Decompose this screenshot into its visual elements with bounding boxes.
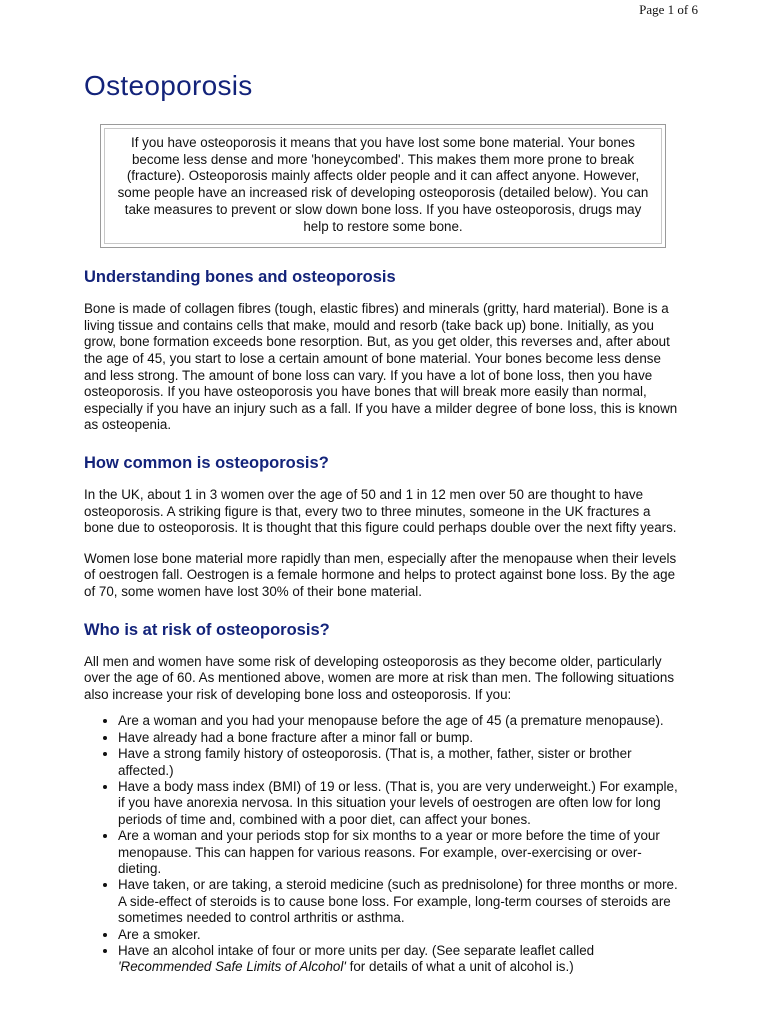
page-number: Page 1 of 6 [639, 2, 698, 17]
list-item-alcohol [118, 943, 682, 976]
section-heading-understanding: Understanding bones and osteoporosis [84, 268, 396, 287]
list-item: • Have a body mass index (BMI) of 19 or less. (That is, you are very underweight.) For example, if you have anorexia nervosa. In this situation your levels of oestrogen are often low for long periods of time and, combined with a poor diet, can affect your bones. [118, 779, 682, 828]
paragraph-how-common-2: Women lose bone material more rapidly than men, especially after the menopause when their levels of oestrogen fall. Oestrogen is a female hormone and helps to protect against bone loss. By the age of 70, some women have lost 30% of their bone material. [84, 550, 677, 599]
risk-factor-list [84, 713, 682, 976]
section-heading-who-at-risk: Who is at risk of osteoporosis? [84, 620, 330, 639]
list-item: • Are a woman and your periods stop for six months to a year or more before the time of your menopause. This can happen for various reasons. For example, over-exercising or over-dieting. [118, 828, 682, 877]
paragraph-how-common-1: In the UK, about 1 in 3 women over the age of 50 and 1 in 12 men over 50 are thought to have osteoporosis. A striking figure is that, every two to three minutes, someone in the UK fractures a bone due to osteoporosis. It is thought that this figure could perhaps double over the next fifty years. [84, 486, 677, 536]
page-title: Osteoporosis [84, 70, 253, 101]
paragraph-who-at-risk: All men and women have some risk of developing osteoporosis as they become older, particularly over the age of 60. As mentioned above, women are more at risk than men. The following situations also increase your risk of developing bone loss and osteoporosis. If you: [84, 653, 675, 702]
alcohol-text-after: for details of what a unit of alcohol is.) [345, 959, 574, 975]
list-item: • Are a smoker. [118, 927, 682, 943]
document-content [84, 70, 682, 976]
paragraph-understanding: Bone is made of collagen fibres (tough, elastic fibres) and minerals (gritty, hard material). Bone is a living tissue and contains cells that make, mould and resorb (take back up) bone. Initially, as you grow, bone formation exceeds bone resorption. But, as you get older, this reverses and, after about the age of 45, you start to lose a certain amount of bone material. Your bones become less dense and less strong. The amount of bone loss can vary. If you have a lot of bone loss, then you have osteoporosis. If you have osteoporosis you have bones that will break more easily than normal, especially if you have an injury such as a fall. If you have a milder degree of bone loss, this is known as osteopenia. [84, 301, 678, 433]
alcohol-text-before: Have an alcohol intake of four or more units per day. (See separate leaflet called [118, 943, 595, 958]
summary-text: If you have osteoporosis it means that you have lost some bone material. Your bones become less dense and more 'honeycombed'. This makes them more prone to break (fracture). Osteoporosis mainly affects older people and it can affect anyone. However, some people have an increased risk of developing osteoporosis (detailed below). You can take measures to prevent or slow down bone loss. If you have osteoporosis, drugs may help to restore some bone. [104, 128, 662, 244]
list-item: • Have a strong family history of osteoporosis. (That is, a mother, father, sister or brother affected.) [118, 746, 682, 779]
list-item: • Are a woman and you had your menopause before the age of 45 (a premature menopause). [118, 713, 682, 729]
summary-box [100, 124, 666, 248]
section-heading-how-common: How common is osteoporosis? [84, 453, 329, 472]
list-item: • Have already had a bone fracture after a minor fall or bump. [118, 730, 682, 746]
alcohol-leaflet-link[interactable]: 'Recommended Safe Limits of Alcohol' [118, 959, 346, 975]
list-item: • Have taken, or are taking, a steroid medicine (such as prednisolone) for three months or more. A side-effect of steroids is to cause bone loss. For example, long-term courses of steroids are sometimes needed to control arthritis or asthma. [118, 877, 682, 926]
